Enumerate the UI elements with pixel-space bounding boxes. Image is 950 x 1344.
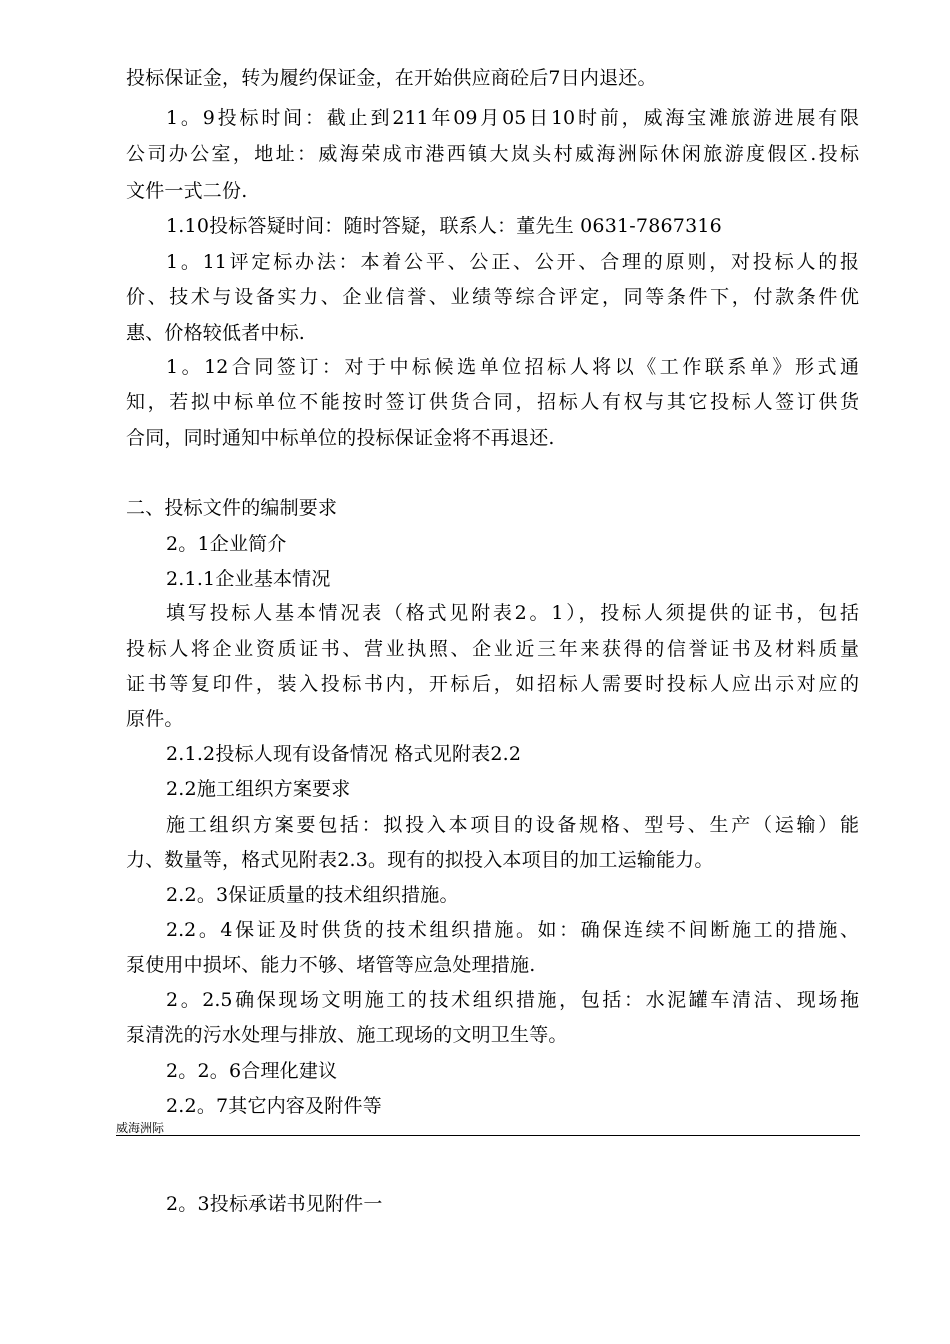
section-heading: 二、投标文件的编制要求 — [126, 497, 338, 519]
subsection-heading: 2.1.2投标人现有设备情况 格式见附表2.2 — [166, 743, 522, 765]
subsection-heading: 2.2。7其它内容及附件等 — [166, 1095, 382, 1117]
text-line: 1。11评定标办法：本着公平、公正、公开、合理的原则，对投标人的报 — [166, 251, 859, 273]
text-line: 价、技术与设备实力、企业信誉、业绩等综合评定，同等条件下，付款条件优 — [126, 286, 859, 308]
subsection-heading: 2.1.1企业基本情况 — [166, 568, 331, 590]
text-line: 填写投标人基本情况表（格式见附表2。1），投标人须提供的证书，包括 — [166, 602, 859, 624]
text-line: 证书等复印件，装入投标书内，开标后，如招标人需要时投标人应出示对应的 — [126, 673, 859, 695]
text-line: 施工组织方案要包括：拟投入本项目的设备规格、型号、生产（运输）能 — [166, 814, 859, 836]
subsection-heading: 2。1企业简介 — [166, 533, 287, 555]
text-line: 原件。 — [126, 708, 184, 730]
text-line: 知，若拟中标单位不能按时签订供货合同，招标人有权与其它投标人签订供货 — [126, 391, 859, 413]
text-line: 公司办公室，地址：威海荣成市港西镇大岚头村威海洲际休闲旅游度假区.投标 — [126, 143, 859, 165]
subsection-heading: 2.2施工组织方案要求 — [166, 778, 351, 800]
text-line: 泵清洗的污水处理与排放、施工现场的文明卫生等。 — [126, 1024, 568, 1046]
subsection-heading: 2。2.5确保现场文明施工的技术组织措施，包括：水泥罐车清洁、现场拖 — [166, 989, 859, 1011]
page-footer-label: 威海洲际 — [116, 1121, 165, 1135]
text-line: 惠、价格较低者中标. — [126, 322, 306, 344]
text-line: 泵使用中损坏、能力不够、堵管等应急处理措施. — [126, 954, 536, 976]
text-line: 文件一式二份. — [126, 180, 248, 202]
text-line: 投标人将企业资质证书、营业执照、企业近三年来获得的信誉证书及材料质量 — [126, 638, 859, 660]
text-line: 1。9投标时间：截止到211年09月05日10时前，威海宝滩旅游进展有限 — [166, 107, 859, 129]
text-line: 1.10投标答疑时间：随时答疑，联系人：董先生 0631-7867316 — [166, 215, 722, 237]
text-line: 力、数量等，格式见附表2.3。现有的拟投入本项目的加工运输能力。 — [126, 849, 714, 871]
text-line: 1。12合同签订：对于中标候选单位招标人将以《工作联系单》形式通 — [166, 356, 859, 378]
subsection-heading: 2.2。4保证及时供货的技术组织措施。如：确保连续不间断施工的措施、 — [166, 919, 859, 941]
subsection-heading: 2。2。6合理化建议 — [166, 1060, 338, 1082]
text-line: 合同，同时通知中标单位的投标保证金将不再退还. — [126, 427, 555, 449]
text-line: 投标保证金，转为履约保证金，在开始供应商砼后7日内退还。 — [126, 67, 657, 89]
footer-divider — [116, 1135, 860, 1136]
subsection-heading: 2。3投标承诺书见附件一 — [166, 1193, 383, 1215]
subsection-heading: 2.2。3保证质量的技术组织措施。 — [166, 884, 459, 906]
